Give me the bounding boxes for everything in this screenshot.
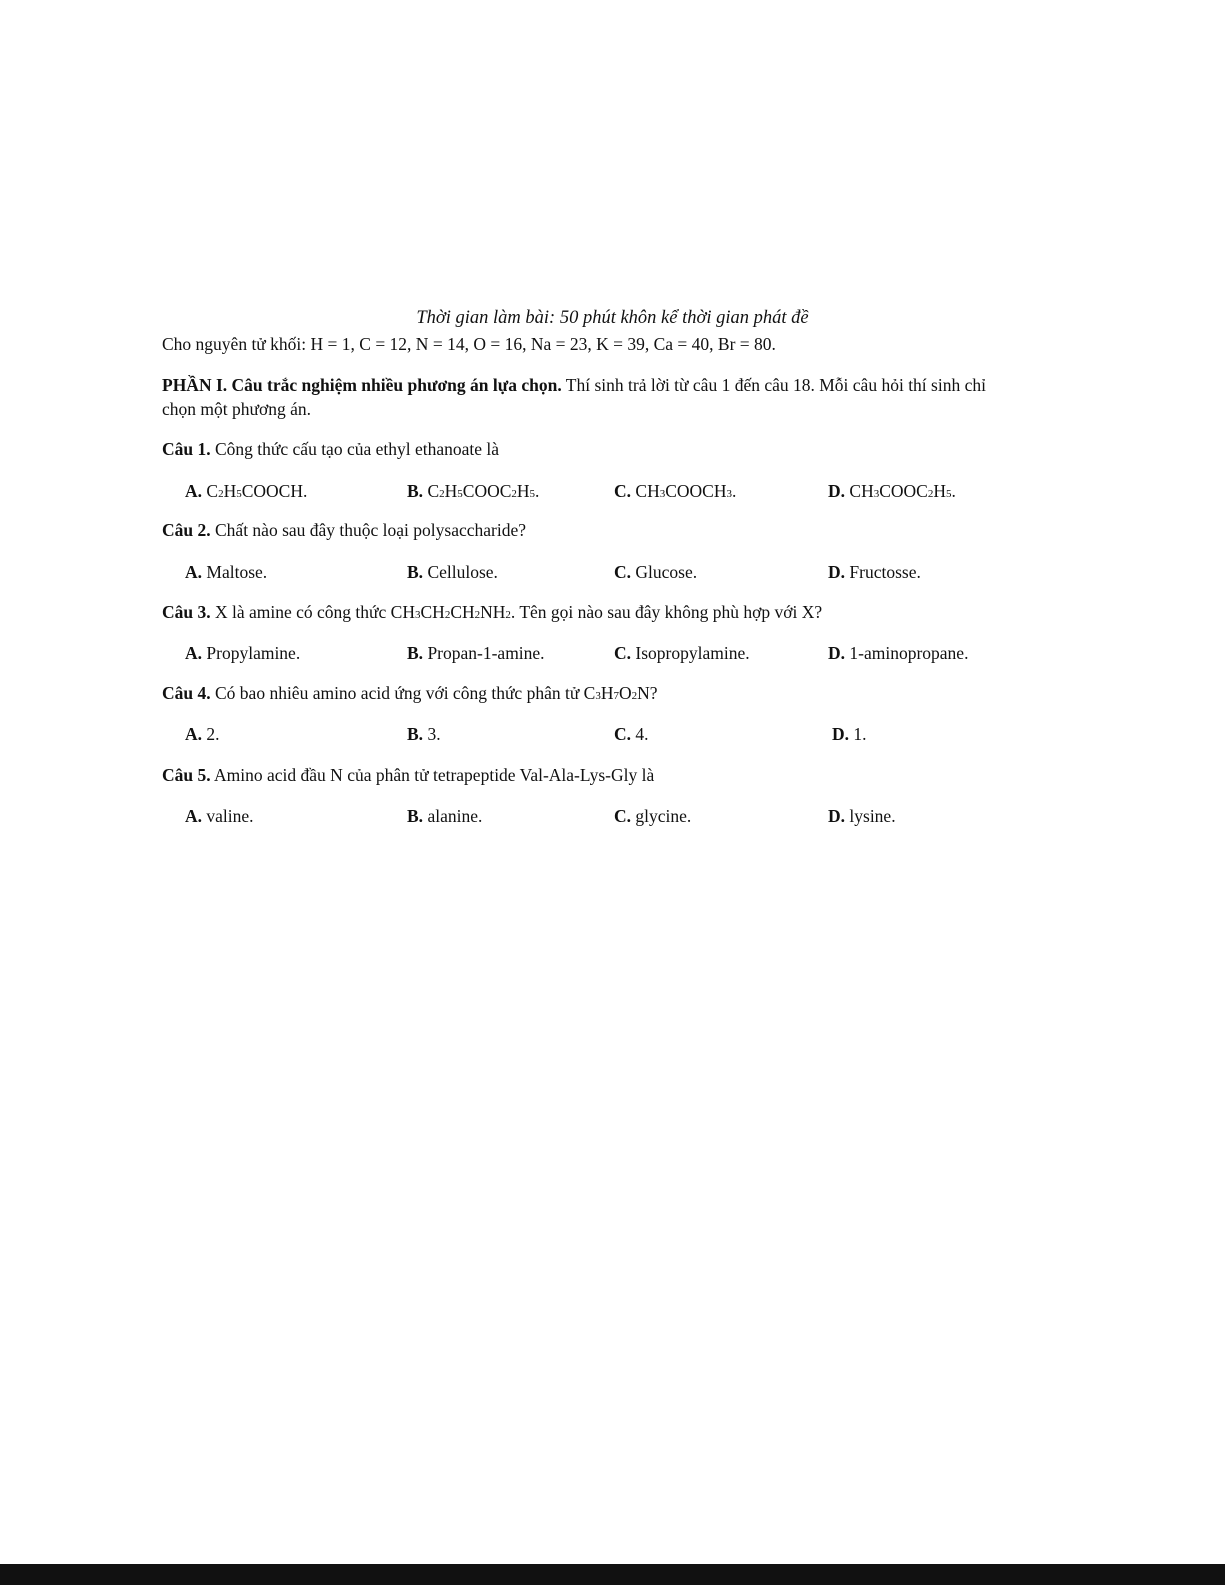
option-1d: D. CH3COOC2H5. xyxy=(828,481,956,501)
question-text: Công thức cấu tạo của ethyl ethanoate là xyxy=(210,439,500,459)
question-2 xyxy=(162,518,526,542)
question-1 xyxy=(162,437,499,461)
option-2a: A. Maltose. xyxy=(185,562,268,582)
option-2b: B. Cellulose. xyxy=(407,562,498,582)
option-4b: B. 3. xyxy=(407,724,441,744)
option-1b: B. C2H5COOC2H5. xyxy=(407,481,540,501)
option-3c: C. Isopropylamine. xyxy=(614,643,750,663)
option-5c: C. glycine. xyxy=(614,806,692,826)
time-note: Thời gian làm bài: 50 phút khôn kể thời gian phát đề xyxy=(416,308,809,328)
section-title: PHẦN I. Câu trắc nghiệm nhiều phương án lựa chọn. xyxy=(162,375,562,395)
question-label: Câu 3. xyxy=(162,602,211,622)
option-4d: D. 1. xyxy=(832,724,867,744)
question-5 xyxy=(162,763,654,787)
section-instruction: Thí sinh trả lời từ câu 1 đến câu 18. Mỗi câu hỏi thí sinh chỉ xyxy=(561,375,986,395)
option-3d: D. 1-aminopropane. xyxy=(828,643,969,663)
option-3b: B. Propan-1-amine. xyxy=(407,643,545,663)
option-1c: C. CH3COOCH3. xyxy=(614,481,737,501)
option-2d: D. Fructosse. xyxy=(828,562,921,582)
option-2c: C. Glucose. xyxy=(614,562,698,582)
option-4c: C. 4. xyxy=(614,724,649,744)
question-3: Câu 3. X là amine có công thức CH3CH2CH2NH2. Tên gọi nào sau đây không phù hợp với X? xyxy=(162,602,823,622)
section-instruction-cont: chọn một phương án. xyxy=(162,399,311,419)
option-1a: A. C2H5COOCH. xyxy=(185,481,308,501)
option-5d: D. lysine. xyxy=(828,806,896,826)
page-bottom-border xyxy=(0,1564,1225,1585)
question-label: Câu 2. xyxy=(162,520,211,540)
section-heading xyxy=(162,373,986,397)
question-label: Câu 4. xyxy=(162,683,211,703)
option-3a: A. Propylamine. xyxy=(185,643,301,663)
option-5a: A. valine. xyxy=(185,806,254,826)
atomic-masses: Cho nguyên tử khối: H = 1, C = 12, N = 14, O = 16, Na = 23, K = 39, Ca = 40, Br = 80. xyxy=(162,334,776,354)
question-text: Chất nào sau đây thuộc loại polysaccharide? xyxy=(210,520,527,540)
question-label: Câu 1. xyxy=(162,439,211,459)
question-label: Câu 5. xyxy=(162,765,211,785)
question-4: Câu 4. Có bao nhiêu amino acid ứng với công thức phân tử C3H7O2N? xyxy=(162,683,658,703)
option-4a: A. 2. xyxy=(185,724,220,744)
option-5b: B. alanine. xyxy=(407,806,483,826)
question-text: Amino acid đầu N của phân tử tetrapeptide Val-Ala-Lys-Gly là xyxy=(210,765,655,785)
